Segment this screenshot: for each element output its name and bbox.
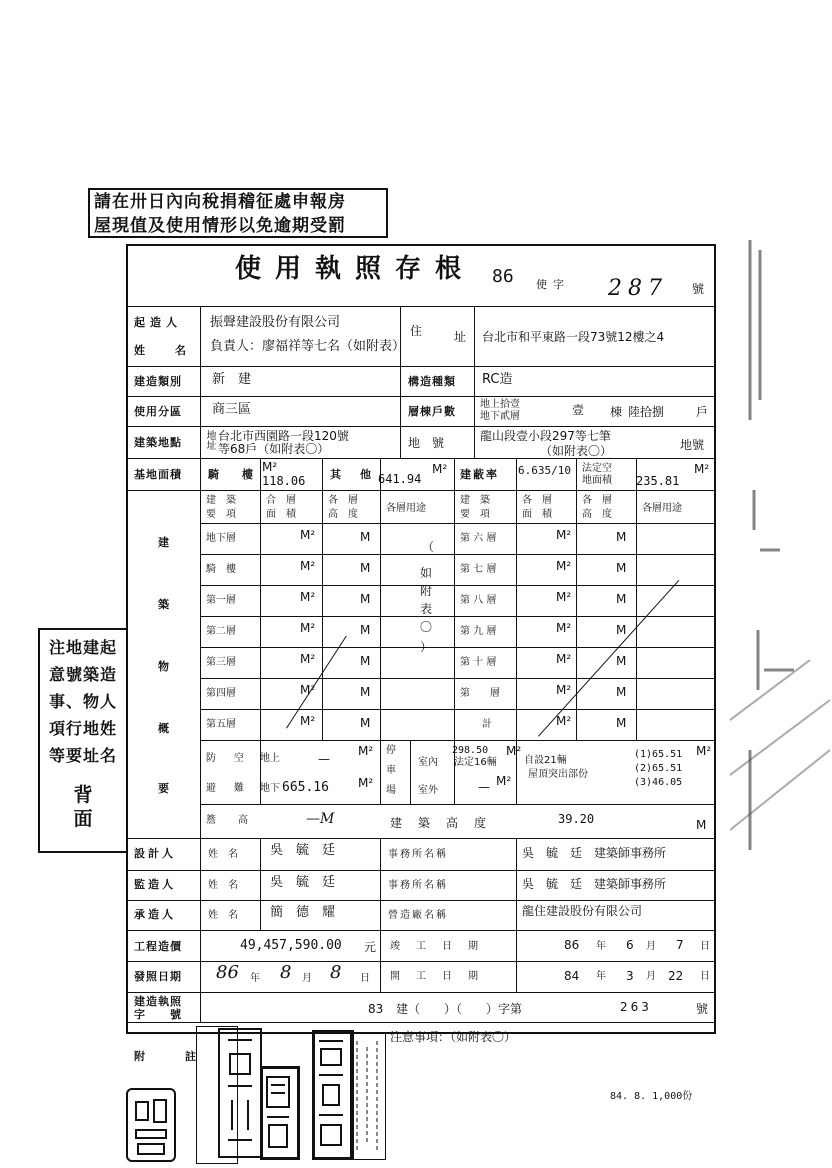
eave-label: 簷 高 (206, 815, 254, 826)
rule (126, 992, 716, 993)
title-prefix: 使字 (536, 278, 570, 291)
rule (200, 804, 716, 805)
unit-m2: M² (300, 590, 316, 604)
summary-side-label: 要 (158, 782, 174, 795)
completion-month: 6 (626, 938, 634, 952)
row-label-left: 地下層 (206, 533, 236, 544)
lot-value: 龍山段壹小段297等七筆 (480, 429, 611, 443)
arcade-label: 騎 樓 (208, 468, 259, 481)
rule (126, 870, 716, 871)
unit-m2: M² (556, 714, 572, 728)
row-label-left: 騎 樓 (206, 564, 236, 575)
unit-m2: M² (556, 528, 572, 542)
side-notice-row: 項行地姓 (48, 719, 117, 738)
unit-m2: M² (556, 683, 572, 697)
arcade-unit: M² (262, 460, 278, 474)
unit-m2: M² (556, 621, 572, 635)
header-area-left: 合 層 面 積 (266, 495, 296, 520)
open-space-label: 法定空 (582, 463, 612, 474)
zone-value: 商三區 (212, 402, 252, 417)
issue-month: 8 (280, 962, 292, 983)
row-label-right: 第 十 層 (460, 657, 497, 668)
shelter-label: 防 空 (206, 753, 248, 764)
applicant-label: 起造人 (134, 316, 182, 329)
seal-mark-icon (315, 1033, 347, 1153)
rule (126, 490, 716, 491)
start-day: 22 (668, 969, 684, 983)
parking-indoor-value: 298.50 (452, 745, 489, 756)
shelter-below-label: 地下 (260, 783, 280, 794)
unit-m2: M² (300, 714, 316, 728)
notes-label: 附 註 (134, 1050, 202, 1063)
shelter-unit: M² (358, 776, 374, 790)
header-height-right: 各 層 高 度 (582, 495, 612, 520)
rule (380, 838, 381, 992)
seal-mark-icon (128, 1090, 174, 1160)
other-unit: M² (432, 462, 448, 476)
rule (126, 306, 716, 307)
seal-mark-icon (263, 1069, 293, 1153)
issue-date-label: 發照日期 (134, 970, 182, 983)
designer-name-label: 姓 名 (208, 849, 238, 860)
address-label: 住 (410, 324, 423, 338)
supervisor-label: 監造人 (134, 878, 176, 891)
margin-bleed-marks-icon (730, 230, 830, 870)
applicant-address: 台北市和平東路一段73號12樓之4 (482, 330, 665, 344)
rule (260, 838, 261, 930)
rule (200, 306, 201, 1022)
parking-label: 車 (386, 765, 396, 776)
zone-label: 使用分區 (134, 405, 182, 418)
use-note: 表 (420, 602, 433, 616)
side-notice-stamp (38, 628, 128, 853)
row-label-right: 計 (482, 719, 492, 730)
summary-side-label: 概 (158, 722, 174, 735)
rule (200, 678, 716, 679)
section-chief-seal (260, 1066, 300, 1160)
parking-label: 停 (386, 745, 396, 756)
designer-label: 設計人 (134, 847, 176, 860)
applicant-company: 振聲建設股份有限公司 (210, 315, 341, 330)
supervisor-name: 吳 毓 廷 (270, 875, 336, 890)
category-value: 新 建 (212, 372, 252, 387)
unit-m: M (360, 530, 371, 544)
summary-side-label: 建 (158, 536, 174, 549)
cost-value: 49,457,590.00 (240, 938, 342, 953)
applicant-representative: 負責人：廖福祥等七名（如附表） (210, 339, 406, 354)
permit-number-value: 263 (620, 1000, 652, 1014)
household-count: 陸拾捌 (628, 405, 665, 419)
officer-seal (218, 1028, 262, 1158)
unit-m: M (360, 592, 371, 606)
supervisor-office-label: 事務所名稱 (388, 880, 448, 891)
month-unit: 月 (646, 941, 656, 952)
rule (126, 961, 716, 962)
parking-unit: M² (506, 744, 522, 758)
parking-outdoor-value: — (478, 780, 490, 794)
contractor-name: 簡 德 耀 (270, 905, 336, 920)
rule (400, 306, 401, 458)
rule (126, 1022, 716, 1023)
use-note: ） (420, 640, 433, 654)
rule (322, 490, 323, 740)
unit-m2: M² (556, 652, 572, 666)
issue-day: 8 (330, 962, 342, 983)
building-count: 壹 (572, 403, 585, 417)
day-unit: 日 (360, 973, 370, 984)
header-area-right: 各 層 面 積 (522, 495, 552, 520)
shelter-below-value: 665.16 (282, 780, 329, 795)
construction-permit-label-2: 字 號 (134, 1008, 182, 1021)
contractor-name-label: 姓 名 (208, 910, 238, 921)
row-label-right: 第 七 層 (460, 564, 497, 575)
unit-m2: M² (556, 559, 572, 573)
parking-unit: M² (496, 774, 512, 788)
category-label: 建造類別 (134, 375, 182, 388)
unit-m: M (616, 592, 627, 606)
open-space-unit: M² (694, 462, 710, 476)
page-title: 使用執照存根 (235, 254, 476, 284)
parking-indoor-label: 室內 (418, 757, 438, 768)
unit-m: M (616, 685, 627, 699)
roof-unit: M² (696, 744, 712, 758)
unit-dong: 棟 (610, 405, 623, 419)
building-height-value: 39.20 (558, 812, 595, 826)
unit-m: M (360, 716, 371, 730)
back-side-label: 背 面 (73, 784, 93, 830)
row-label-right: 第 層 (460, 688, 500, 699)
roof-value-3: (3)46.05 (634, 777, 683, 788)
cost-unit: 元 (364, 940, 377, 954)
use-note: 附 (420, 584, 433, 598)
structure-value: RC造 (482, 372, 513, 387)
side-notice-row: 注地建起 (48, 638, 117, 657)
permit-suffix: 號 (696, 1002, 709, 1016)
completion-day: 7 (676, 938, 684, 952)
rule (200, 554, 716, 555)
location-address-2: 等68戶（如附表〇） (218, 442, 330, 456)
coverage-value: 6.635/10 (518, 464, 571, 477)
location-small-label: 地址 (204, 430, 215, 450)
rule (200, 709, 716, 710)
rule (200, 616, 716, 617)
start-date-label: 開 工 日 期 (390, 971, 481, 982)
lot-note: （如附表〇） (540, 444, 613, 458)
designer-office: 吳 毓 廷 建築師事務所 (522, 846, 667, 860)
lot-unit: 地號 (680, 438, 705, 452)
side-notice-row: 等要址名 (48, 746, 117, 765)
rule (636, 458, 637, 740)
issue-year: 86 (216, 962, 239, 983)
arcade-value: 118.06 (262, 474, 306, 488)
location-label: 建築地點 (134, 436, 182, 449)
unit-m: M (616, 561, 627, 575)
notice-stamp (88, 188, 388, 238)
contractor-firm-label: 營造廠名稱 (388, 910, 448, 921)
rule (126, 426, 716, 427)
side-notice-row: 事、物人 (48, 692, 117, 711)
rule (200, 585, 716, 586)
month-unit: 月 (646, 971, 656, 982)
unit-m: M (360, 561, 371, 575)
shelter-unit: M² (358, 744, 374, 758)
header-use-left: 各層用途 (386, 503, 426, 514)
title-suffix: 號 (692, 282, 705, 296)
completion-year: 86 (564, 938, 580, 952)
other-value: 641.94 (378, 472, 422, 486)
day-unit: 日 (700, 941, 710, 952)
open-space-label-2: 地面積 (582, 475, 612, 486)
shelter-label-2: 避 難 (206, 783, 248, 794)
use-note: 如 (420, 566, 433, 580)
cost-label: 工程造價 (134, 940, 182, 953)
rule (380, 458, 381, 804)
use-note: 〇 (420, 620, 433, 634)
unit-m2: M² (556, 590, 572, 604)
unit-m: M (616, 654, 627, 668)
row-label-left: 第一層 (206, 595, 236, 606)
location-address: 台北市西園路一段120號 (218, 429, 349, 443)
day-unit: 日 (700, 971, 710, 982)
seal-mark-icon (351, 1033, 385, 1159)
rule (410, 740, 411, 804)
rule (200, 647, 716, 648)
shelter-above-value: — (318, 752, 330, 766)
unit-m2: M² (300, 528, 316, 542)
rule (126, 458, 716, 459)
rule (474, 306, 475, 458)
coverage-label: 建蔽率 (460, 468, 499, 481)
rule (322, 458, 323, 490)
rule (126, 838, 716, 839)
month-unit: 月 (302, 973, 312, 984)
designer-office-label: 事務所名稱 (388, 849, 448, 860)
roof-label: 屋頂突出部份 (528, 769, 588, 780)
contractor-firm: 龍住建設股份有限公司 (522, 904, 643, 918)
unit-m2: M² (300, 652, 316, 666)
seal-mark-icon (220, 1030, 260, 1156)
floors-label: 層棟戶數 (408, 405, 456, 418)
rule (126, 900, 716, 901)
row-label-right: 第 六 層 (460, 533, 497, 544)
row-label-right: 第 九 層 (460, 626, 497, 637)
open-space-value: 235.81 (636, 474, 680, 488)
parking-indoor-note: 法定16輛 (454, 757, 497, 768)
contractor-label: 承造人 (134, 908, 176, 921)
header-height-left: 各 層 高 度 (328, 495, 358, 520)
notice-line-1: 請在卅日內向稅捐稽征處申報房 (94, 192, 346, 212)
header-item-left: 建 築 要 項 (206, 495, 236, 520)
permit-mid: 建（ ）（ ）字第 (396, 1002, 523, 1016)
print-info: 84. 8. 1,000份 (610, 1091, 693, 1102)
supervisor-office: 吳 毓 廷 建築師事務所 (522, 877, 667, 891)
unit-m2: M² (300, 621, 316, 635)
eave-value: —M (306, 811, 335, 827)
summary-side-label: 築 (158, 598, 174, 611)
supervisor-name-label: 姓 名 (208, 880, 238, 891)
shelter-above-label: 地上 (260, 753, 280, 764)
unit-m2: M² (300, 559, 316, 573)
site-area-label: 基地面積 (134, 468, 182, 481)
director-seal (312, 1030, 354, 1160)
roof-value-1: (1)65.51 (634, 749, 683, 760)
year-unit: 年 (596, 971, 606, 982)
lot-label: 地 號 (408, 436, 445, 450)
rule (576, 458, 577, 740)
rule (200, 523, 716, 524)
start-year: 84 (564, 969, 580, 983)
rule (126, 930, 716, 931)
designer-name: 吳 毓 廷 (270, 843, 336, 858)
permit-year: 83 (368, 1002, 384, 1016)
address-label-2: 址 (454, 330, 467, 344)
summary-side-label: 物 (158, 660, 174, 673)
year-unit: 年 (250, 973, 260, 984)
building-height-label: 建 築 高 度 (390, 816, 489, 830)
structure-label: 構造種類 (408, 375, 456, 388)
unit-m2: M² (300, 683, 316, 697)
unit-m: M (616, 530, 627, 544)
header-item-right: 建 築 要 項 (460, 495, 490, 520)
side-notice-row: 意號築造 (48, 665, 117, 684)
dated-stamp (350, 1032, 386, 1160)
notice-line-2: 屋現值及使用情形以免逾期受罰 (94, 216, 346, 236)
parking-outdoor-label: 室外 (418, 785, 438, 796)
floors-below: 地下貳層 (480, 411, 520, 422)
parking-voluntary: 自設21輛 (524, 755, 567, 766)
applicant-name-label: 姓名 (134, 344, 216, 357)
official-seal (126, 1088, 176, 1162)
unit-m: M (616, 716, 627, 730)
rule (126, 366, 716, 367)
row-label-left: 第五層 (206, 719, 236, 730)
building-height-unit: M (696, 818, 707, 832)
title-year: 86 (492, 266, 514, 287)
row-label-left: 第三層 (206, 657, 236, 668)
row-label-left: 第二層 (206, 626, 236, 637)
floors-above: 地上拾壹 (480, 399, 520, 410)
attention-note: 注意事項：（如附表〇） (390, 1030, 517, 1044)
row-label-left: 第四層 (206, 688, 236, 699)
row-label-right: 第 八 層 (460, 595, 497, 606)
permit-number: 287 (608, 276, 668, 301)
unit-m: M (360, 623, 371, 637)
rule (200, 740, 716, 741)
start-month: 3 (626, 969, 634, 983)
construction-permit-label: 建造執照 (134, 995, 182, 1008)
rule (516, 838, 517, 992)
roof-value-2: (2)65.51 (634, 763, 683, 774)
unit-hu: 戶 (696, 405, 709, 419)
parking-label: 場 (386, 785, 396, 796)
header-use-right: 各層用途 (642, 503, 682, 514)
unit-m: M (360, 654, 371, 668)
rule (126, 396, 716, 397)
other-label: 其 他 (330, 468, 375, 481)
use-note: （ (422, 540, 435, 554)
year-unit: 年 (596, 941, 606, 952)
completion-label: 竣 工 日 期 (390, 941, 481, 952)
unit-m: M (360, 685, 371, 699)
unit-m: M (616, 623, 627, 637)
